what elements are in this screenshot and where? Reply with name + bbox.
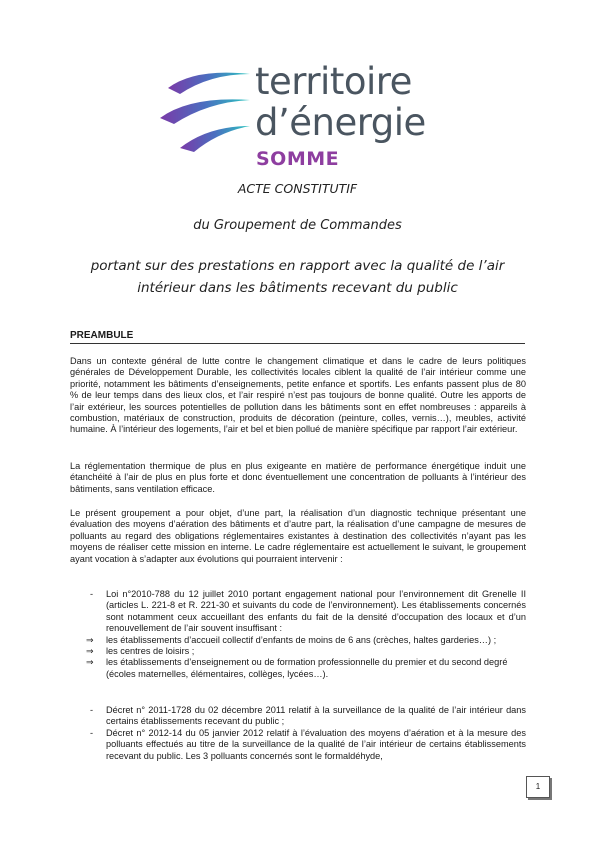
bullet-marker: - [90, 705, 94, 715]
list-item [70, 705, 526, 728]
list-item-text: Décret n° 2012-14 du 05 janvier 2012 relatif à l’évaluation des moyens d’aération et à la mesure des polluants effectués au titre de la surveillance de la qualité de l’air intérieur de certains établissements recevant du public. Les 3 polluants concernés sont le formaldéhyde, [106, 727, 526, 761]
arrow-icon: ⇒ [86, 646, 94, 657]
territoire-energie-logo [150, 60, 480, 172]
logo-line-energie: d’énergie [255, 101, 426, 144]
sub-list-item-text: les centres de loisirs ; [106, 646, 195, 657]
list-item-text: Loi n°2010-788 du 12 juillet 2010 portant engagement national pour l’environnement dit Grenelle II (articles L. 221-8 et R. 221-30 et suivants du code de l’environnement). Les établissements concernés sont notamment ceux accueillant des enfants du fait de la densité d’occupation des locaux et d’un renouvellement de l’air souvent insuffisant : [106, 589, 526, 634]
bullet-marker: - [90, 589, 94, 599]
sub-list-item [70, 657, 526, 680]
sub-list-item-text: les établissements d’accueil collectif d’enfants de moins de 6 ans (crèches, haltes garderies…) ; [106, 634, 497, 645]
list-item-text: Décret n° 2011-1728 du 02 décembre 2011 relatif à la surveillance de la qualité de l’air intérieur dans certains établissements recevant du public ; [106, 705, 526, 727]
arrow-icon: ⇒ [86, 657, 94, 668]
paragraph-reglementation: La réglementation thermique de plus en plus exigeante en matière de performance énergétique induit une étanchéité à l’air de plus en plus forte et donc éventuellement une concentration de polluants à l’intérieur des bâtiments, sans ventilation efficace. [70, 461, 526, 494]
page-number: 1 [526, 776, 550, 798]
list-item [70, 589, 526, 635]
sub-list-item [70, 646, 526, 657]
arrow-icon: ⇒ [86, 634, 94, 645]
title-objet-line1: portant sur des prestations en rapport avec la qualité de l’air [90, 258, 505, 274]
paragraph-context: Dans un contexte général de lutte contre le changement climatique et dans le cadre de leurs politiques générales de Développement Durable, les collectivités locales ciblent la qualité de l’air intérieur comme une priorité, notamment les bâtiments d’enseignements, petite enfance et sportifs. Les enfants passent plus de 80 % de leur temps dans des lieux clos, et l’air respiré n’est pas toujours de bonne qualité. Outre les apports de l’air extérieur, les sources potentielles de pollution dans les bâtiments sont en effet nombreuses : appareils à combustion, matériaux de construction, produits de décoration (peinture, colles, vernis…), meubles, activité humaine. À l’intérieur des logements, l’air et bel et bien pollué de manière spécifique par rapport l’air extérieur. [70, 356, 526, 435]
bullet-marker: - [90, 727, 94, 738]
list-decrets [70, 705, 526, 762]
logo-line-territoire: territoire [255, 60, 412, 103]
title-groupement: du Groupement de Commandes [193, 218, 402, 233]
title-objet-line2: intérieur dans les bâtiments recevant du public [137, 280, 458, 296]
sub-list-item [70, 635, 526, 646]
title-objet [60, 255, 535, 299]
section-heading-preambule: PREAMBULE [70, 330, 525, 344]
paragraph-objet: Le présent groupement a pour objet, d’une part, la réalisation d’un diagnostic technique présentant une évaluation des moyens d’aération des bâtiments et d’autre part, la réalisation d’une campagne de mesures de polluants au regard des obligations réglementaires existantes à destination des collectivités n’ayant pas les moyens de réaliser cette mission en interne. Le cadre réglementaire est actuellement le suivant, le groupement ayant vocation à s’adapter aux évolutions qui pourraient intervenir : [70, 508, 526, 564]
logo-swoosh-icon [150, 60, 260, 160]
list-grenelle [70, 589, 526, 680]
title-acte-constitutif: ACTE CONSTITUTIF [237, 181, 358, 196]
list-item [70, 728, 526, 762]
sub-list-item-text: les établissements d’enseignement ou de formation professionnelle du premier et du second degré (écoles maternelles, élémentaires, collèges, lycées…). [106, 657, 508, 679]
logo-line-somme: SOMME [256, 148, 340, 170]
